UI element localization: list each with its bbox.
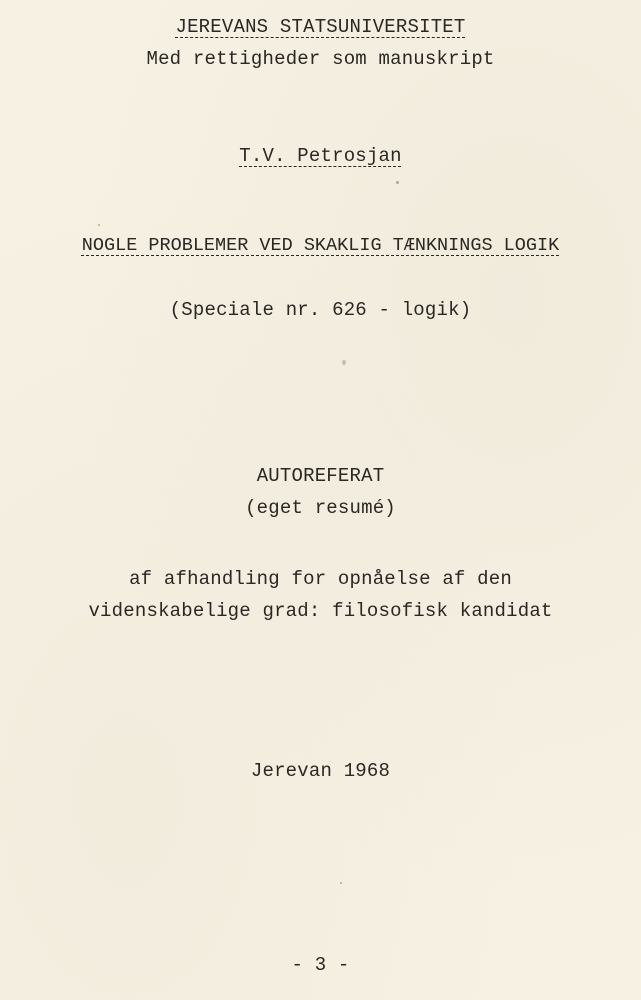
specialty-code: (Speciale nr. 626 - logik) xyxy=(169,299,472,321)
abstract-subheading: (eget resumé) xyxy=(245,497,396,519)
purpose-line-2: videnskabelige grad: filosofisk kandidat xyxy=(88,600,553,622)
page-number: - 3 - xyxy=(291,954,350,976)
abstract-heading: AUTOREFERAT xyxy=(256,465,385,487)
ink-speck xyxy=(396,181,399,184)
ink-speck xyxy=(342,360,346,365)
rights-notice: Med rettigheder som manuskript xyxy=(146,48,495,70)
place-and-year: Jerevan 1968 xyxy=(250,760,391,782)
thesis-title: NOGLE PROBLEMER VED SKAKLIG TÆNKNINGS LOGIK xyxy=(81,235,560,256)
author-name: T.V. Petrosjan xyxy=(239,145,402,167)
ink-speck xyxy=(340,882,342,884)
university-name: JEREVANS STATSUNIVERSITET xyxy=(175,16,466,38)
ink-speck xyxy=(98,224,100,226)
purpose-line-1: af afhandling for opnåelse af den xyxy=(129,568,512,590)
